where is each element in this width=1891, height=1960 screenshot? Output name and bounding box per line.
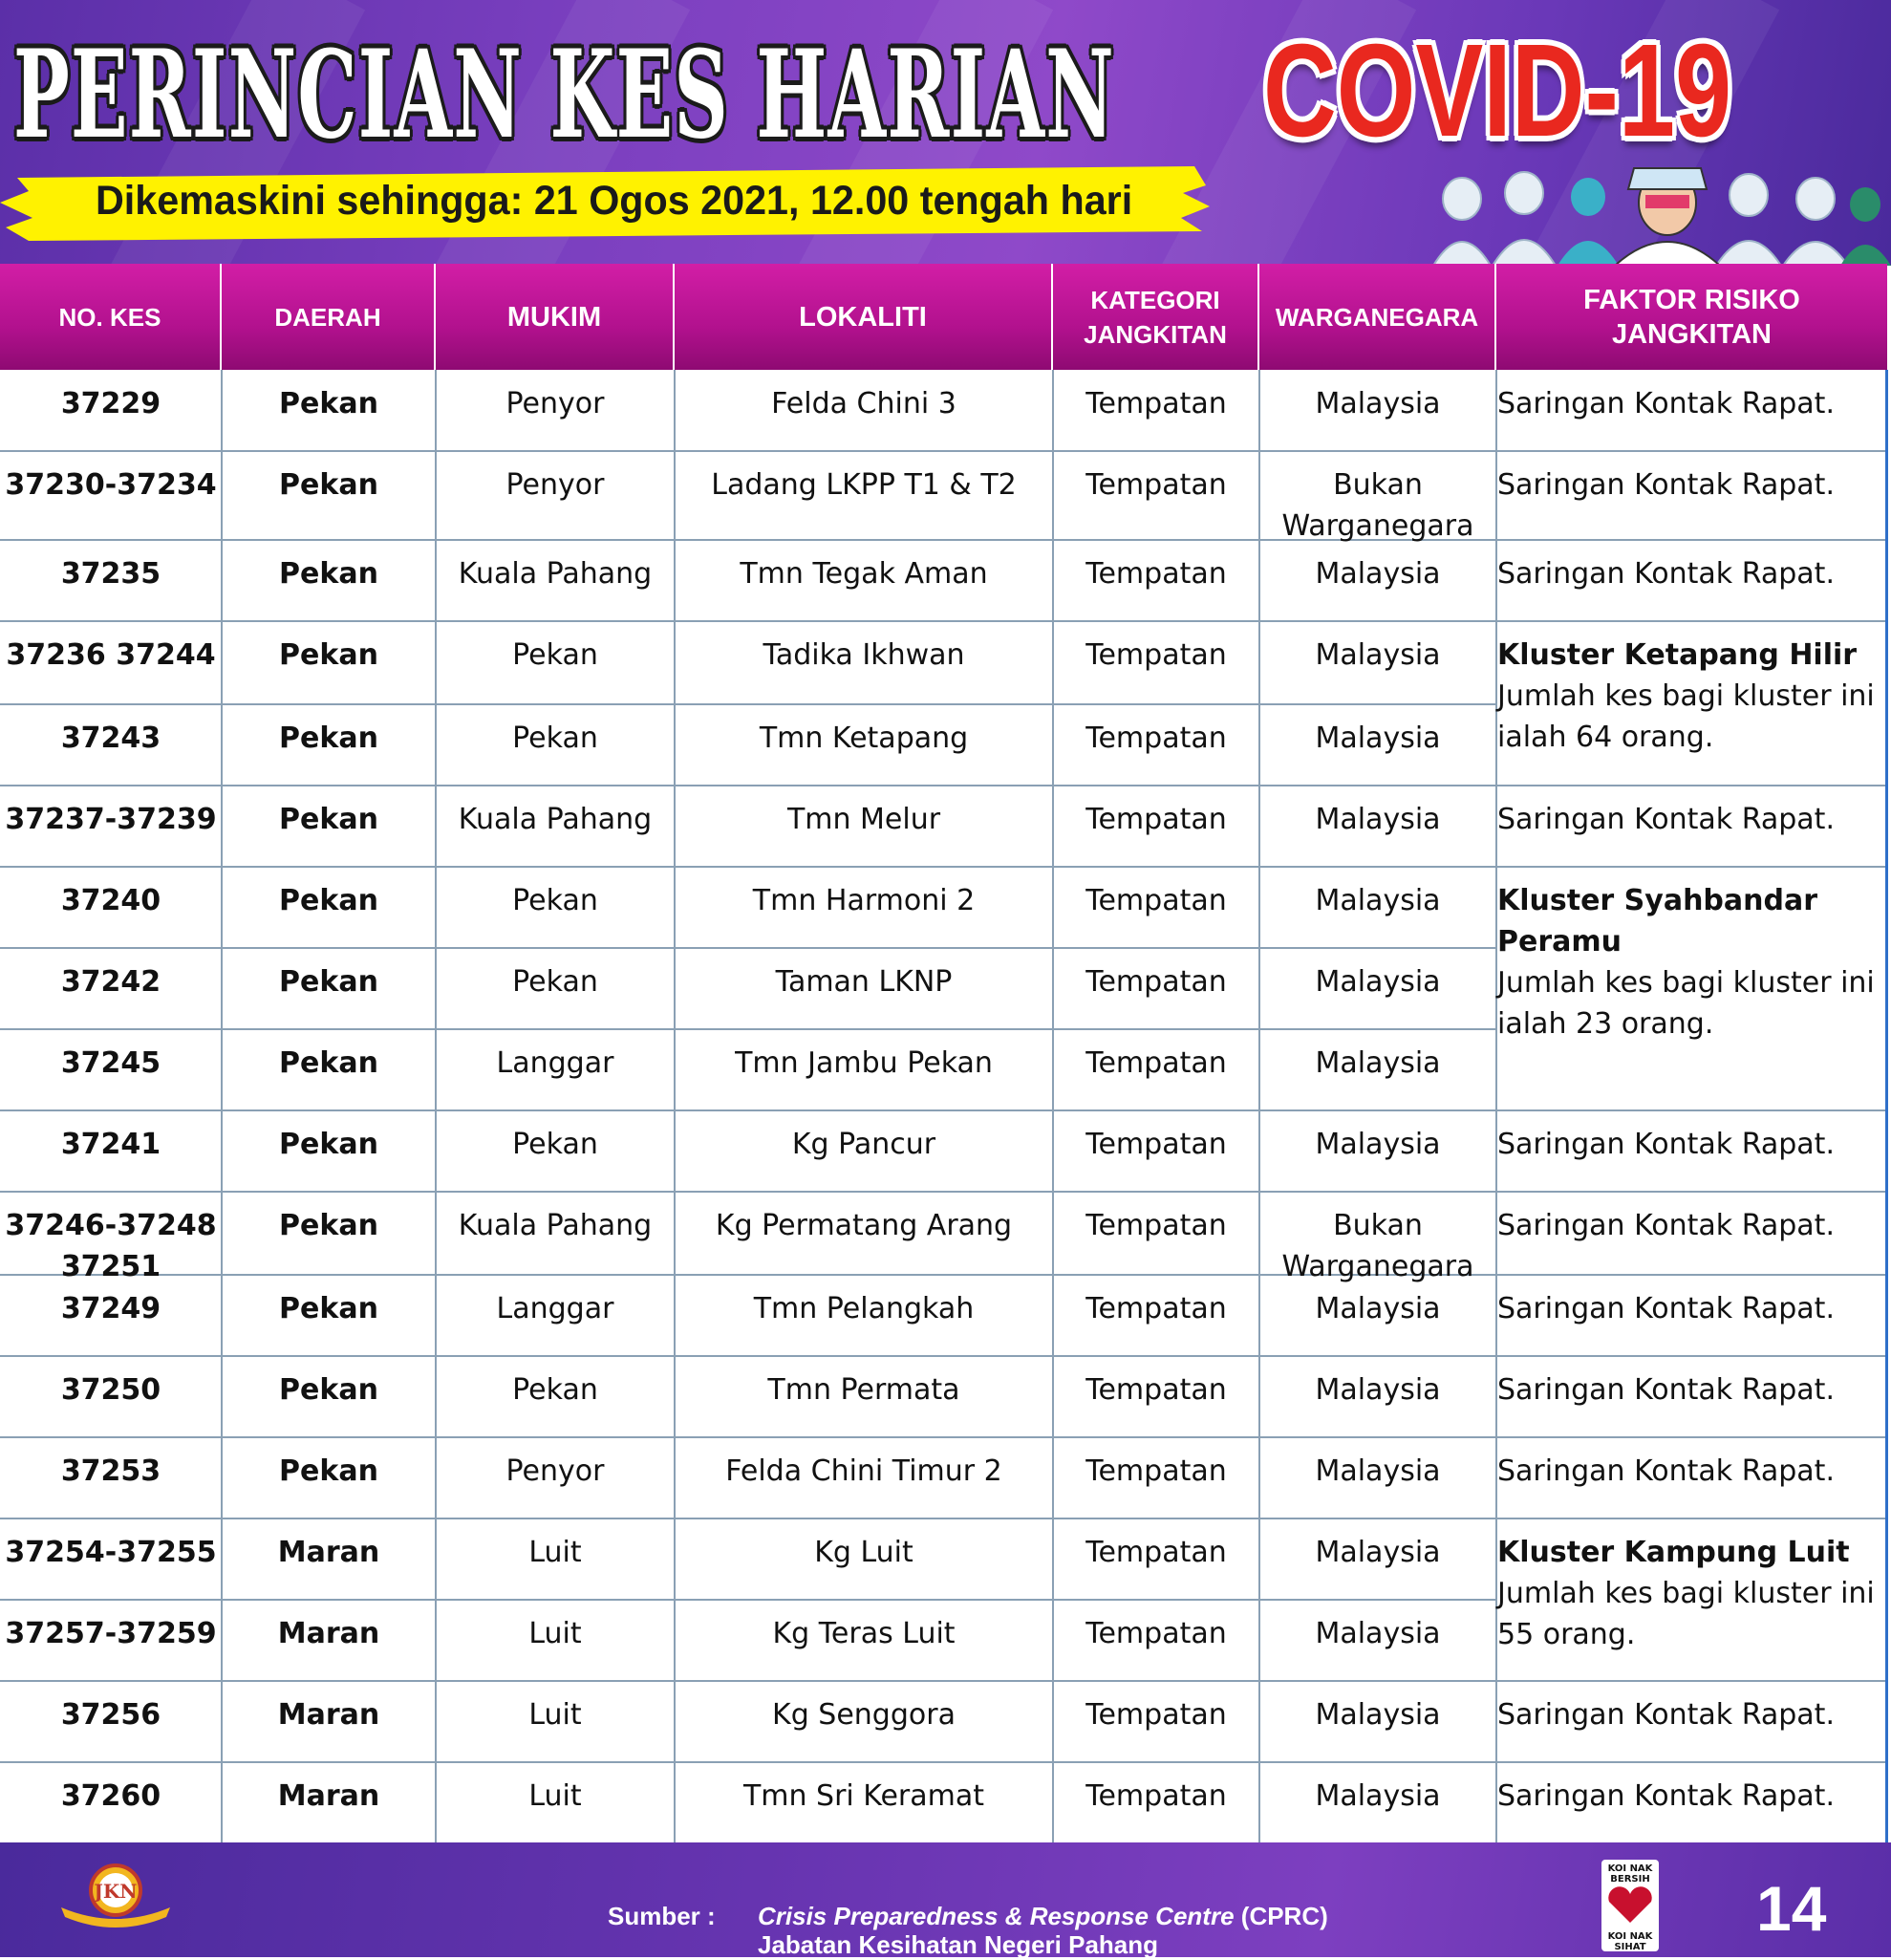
cell-kes: 37254-37255	[5, 1536, 217, 1569]
jkn-logo	[54, 1858, 178, 1934]
row-divider	[0, 703, 1496, 705]
cell-kes: 37257-37259	[5, 1617, 217, 1650]
row-divider	[0, 1274, 1887, 1276]
cell-kes: 37249	[60, 1292, 161, 1325]
cell-warganegara: Bukan Warganegara	[1281, 1209, 1474, 1283]
risk-text: Saringan Kontak Rapat.	[1497, 1454, 1835, 1488]
cell-mukim: Pekan	[512, 1128, 598, 1161]
cell-daerah: Pekan	[279, 638, 378, 672]
cell-kes: 37240	[60, 884, 161, 917]
cell-mukim: Penyor	[505, 387, 605, 420]
cell-lokaliti: Kg Teras Luit	[772, 1617, 956, 1650]
heart-icon	[1601, 1885, 1659, 1927]
cell-kes: 37256	[60, 1698, 161, 1732]
cell-kategori: Tempatan	[1085, 1698, 1227, 1732]
row-divider	[0, 866, 1887, 868]
risk-note	[1497, 464, 1884, 506]
row-divider	[0, 1599, 1496, 1601]
cell-warganegara: Bukan Warganegara	[1281, 468, 1474, 543]
risk-note	[1497, 1776, 1884, 1817]
cell-daerah: Pekan	[279, 884, 378, 917]
row-divider	[0, 1028, 1496, 1030]
risk-text: Saringan Kontak Rapat.	[1497, 387, 1835, 420]
cell-kategori: Tempatan	[1085, 468, 1227, 502]
risk-text: Saringan Kontak Rapat.	[1497, 1209, 1835, 1242]
cell-kategori: Tempatan	[1085, 1373, 1227, 1407]
cell-kategori: Tempatan	[1085, 1454, 1227, 1488]
col-header-faktor-risiko: FAKTOR RISIKO JANGKITAN	[1583, 284, 1800, 350]
cell-kes: 37237-37239	[5, 803, 217, 836]
cell-kes: 37250	[60, 1373, 161, 1407]
cluster-name: Kluster Syahbandar Peramu	[1497, 884, 1818, 958]
cell-kes: 37243	[60, 722, 161, 755]
risk-text: Saringan Kontak Rapat.	[1497, 468, 1835, 502]
cell-warganegara: Malaysia	[1315, 1454, 1441, 1488]
cell-kategori: Tempatan	[1085, 722, 1227, 755]
cell-mukim: Luit	[528, 1698, 582, 1732]
cell-lokaliti: Tmn Pelangkah	[753, 1292, 975, 1325]
cell-kes: 37246-37248 37251	[5, 1209, 217, 1283]
cell-kategori: Tempatan	[1085, 1128, 1227, 1161]
cell-mukim: Kuala Pahang	[458, 1209, 653, 1242]
cell-mukim: Pekan	[512, 638, 598, 672]
cell-mukim: Luit	[528, 1536, 582, 1569]
source-department: Jabatan Kesihatan Negeri Pahang	[758, 1930, 1159, 1959]
cell-daerah: Pekan	[279, 803, 378, 836]
col-header-kategori: KATEGORI JANGKITAN	[1053, 264, 1259, 370]
cell-warganegara: Malaysia	[1315, 557, 1441, 591]
cell-lokaliti: Kg Luit	[814, 1536, 913, 1569]
cell-daerah: Pekan	[279, 1454, 378, 1488]
row-divider	[0, 1355, 1887, 1357]
risk-note	[1497, 553, 1884, 594]
cell-mukim: Luit	[528, 1617, 582, 1650]
cell-lokaliti: Tmn Permata	[767, 1373, 960, 1407]
cell-mukim: Pekan	[512, 1373, 598, 1407]
cell-kategori: Tempatan	[1085, 1779, 1227, 1813]
updated-date: Dikemaskini sehingga: 21 Ogos 2021, 12.00 tengah hari	[96, 178, 1133, 224]
risk-text: Saringan Kontak Rapat.	[1497, 1779, 1835, 1813]
cell-kategori: Tempatan	[1085, 1617, 1227, 1650]
risk-note	[1497, 1124, 1884, 1165]
row-divider	[0, 620, 1887, 622]
healthcare-workers-illustration	[1424, 161, 1891, 266]
row-divider	[0, 947, 1496, 949]
row-divider	[0, 1191, 1887, 1193]
risk-note	[1497, 1288, 1884, 1329]
cluster-note	[1497, 880, 1884, 1045]
risk-note	[1497, 1205, 1884, 1246]
cell-warganegara: Malaysia	[1315, 1698, 1441, 1732]
cell-warganegara: Malaysia	[1315, 1617, 1441, 1650]
cell-daerah: Maran	[277, 1536, 380, 1569]
source-organisation	[758, 1902, 1328, 1931]
cell-daerah: Pekan	[279, 722, 378, 755]
cell-lokaliti: Kg Pancur	[791, 1128, 936, 1161]
cell-daerah: Pekan	[279, 1292, 378, 1325]
cell-kes: 37242	[60, 965, 161, 999]
cell-kategori: Tempatan	[1085, 1292, 1227, 1325]
risk-text: Saringan Kontak Rapat.	[1497, 1698, 1835, 1732]
cell-mukim: Pekan	[512, 884, 598, 917]
cell-lokaliti: Taman LKNP	[775, 965, 953, 999]
case-table	[0, 264, 1887, 1842]
cell-warganegara: Malaysia	[1315, 884, 1441, 917]
risk-text: Jumlah kes bagi kluster ini ialah 64 orang.	[1497, 679, 1875, 754]
cluster-name: Kluster Ketapang Hilir	[1497, 638, 1858, 672]
cluster-name: Kluster Kampung Luit	[1497, 1536, 1850, 1569]
row-divider	[0, 450, 1887, 452]
cell-warganegara: Malaysia	[1315, 1779, 1441, 1813]
page-number: 14	[1756, 1873, 1827, 1944]
cell-mukim: Kuala Pahang	[458, 803, 653, 836]
cell-warganegara: Malaysia	[1315, 1128, 1441, 1161]
col-header-daerah: DAERAH	[222, 264, 436, 370]
cell-lokaliti: Felda Chini 3	[771, 387, 956, 420]
cell-kes: 37245	[60, 1046, 161, 1080]
cell-daerah: Pekan	[279, 468, 378, 502]
table-header	[0, 264, 1887, 370]
risk-text: Saringan Kontak Rapat.	[1497, 1292, 1835, 1325]
row-divider	[0, 785, 1887, 786]
cell-mukim: Luit	[528, 1779, 582, 1813]
cell-daerah: Pekan	[279, 387, 378, 420]
risk-text: Saringan Kontak Rapat.	[1497, 1128, 1835, 1161]
cell-warganegara: Malaysia	[1315, 1536, 1441, 1569]
row-divider	[0, 1436, 1887, 1438]
col-header-warganegara: WARGANEGARA	[1259, 264, 1496, 370]
cell-kategori: Tempatan	[1085, 884, 1227, 917]
cell-daerah: Maran	[277, 1698, 380, 1732]
cell-lokaliti: Tmn Harmoni 2	[752, 884, 976, 917]
cell-lokaliti: Tmn Ketapang	[759, 722, 969, 755]
source-org-name: Crisis Preparedness & Response Centre	[758, 1902, 1235, 1930]
risk-note	[1497, 383, 1884, 424]
risk-text: Saringan Kontak Rapat.	[1497, 1373, 1835, 1407]
col-header-lokaliti: LOKALITI	[675, 264, 1053, 370]
cell-kategori: Tempatan	[1085, 1536, 1227, 1569]
cell-mukim: Penyor	[505, 468, 605, 502]
cell-mukim: Penyor	[505, 1454, 605, 1488]
cell-daerah: Pekan	[279, 1209, 378, 1242]
cell-kategori: Tempatan	[1085, 638, 1227, 672]
cell-daerah: Pekan	[279, 1128, 378, 1161]
cell-kategori: Tempatan	[1085, 557, 1227, 591]
cell-kategori: Tempatan	[1085, 1046, 1227, 1080]
row-divider	[0, 1518, 1887, 1519]
cell-lokaliti: Tadika Ikhwan	[763, 638, 965, 672]
cell-kategori: Tempatan	[1085, 965, 1227, 999]
col-header-mukim: MUKIM	[436, 264, 675, 370]
cell-daerah: Pekan	[279, 1373, 378, 1407]
row-divider	[0, 1761, 1887, 1763]
cluster-note	[1497, 1532, 1884, 1655]
cell-warganegara: Malaysia	[1315, 965, 1441, 999]
cell-lokaliti: Kg Permatang Arang	[715, 1209, 1013, 1242]
cell-mukim: Langgar	[496, 1292, 614, 1325]
risk-note	[1497, 1694, 1884, 1735]
cell-warganegara: Malaysia	[1315, 1373, 1441, 1407]
cell-warganegara: Malaysia	[1315, 1046, 1441, 1080]
source-label: Sumber :	[608, 1902, 716, 1930]
row-divider	[0, 1109, 1887, 1111]
risk-text: Jumlah kes bagi kluster ini 55 orang.	[1497, 1577, 1875, 1651]
row-divider	[0, 1680, 1887, 1682]
cell-lokaliti: Tmn Sri Keramat	[742, 1779, 985, 1813]
badge-top-text: KOI NAK BERSIH	[1607, 1863, 1653, 1885]
cell-kes: 37236 37244	[6, 638, 216, 672]
cell-kategori: Tempatan	[1085, 803, 1227, 836]
cell-mukim: Kuala Pahang	[458, 557, 653, 591]
cluster-note	[1497, 635, 1884, 758]
cell-lokaliti: Kg Senggora	[772, 1698, 956, 1732]
col-header-no-kes: NO. KES	[0, 264, 222, 370]
cell-daerah: Pekan	[279, 1046, 378, 1080]
cell-lokaliti: Tmn Tegak Aman	[740, 557, 988, 591]
source-org-abbr: (CPRC)	[1240, 1902, 1328, 1930]
cell-lokaliti: Tmn Melur	[786, 803, 941, 836]
cell-kategori: Tempatan	[1085, 1209, 1227, 1242]
covid-title: COVID-19	[1263, 17, 1732, 164]
cell-lokaliti: Felda Chini Timur 2	[725, 1454, 1002, 1488]
cell-daerah: Pekan	[279, 965, 378, 999]
table-right-edge	[1885, 370, 1888, 1842]
cell-kes: 37241	[60, 1128, 161, 1161]
cell-warganegara: Malaysia	[1315, 803, 1441, 836]
cell-warganegara: Malaysia	[1315, 722, 1441, 755]
cell-mukim: Pekan	[512, 965, 598, 999]
cell-mukim: Langgar	[496, 1046, 614, 1080]
risk-note	[1497, 1451, 1884, 1492]
koi-nak-sihat-badge	[1601, 1860, 1659, 1951]
cell-kategori: Tempatan	[1085, 387, 1227, 420]
risk-text: Saringan Kontak Rapat.	[1497, 803, 1835, 836]
cell-mukim: Pekan	[512, 722, 598, 755]
cell-kes: 37230-37234	[5, 468, 217, 502]
cell-lokaliti: Ladang LKPP T1 & T2	[711, 468, 1017, 502]
cell-warganegara: Malaysia	[1315, 638, 1441, 672]
cell-warganegara: Malaysia	[1315, 1292, 1441, 1325]
cell-daerah: Pekan	[279, 557, 378, 591]
row-divider	[0, 539, 1887, 541]
cell-kes: 37235	[60, 557, 161, 591]
cell-daerah: Maran	[277, 1617, 380, 1650]
cell-daerah: Maran	[277, 1779, 380, 1813]
risk-note	[1497, 1369, 1884, 1411]
cell-kes: 37229	[60, 387, 161, 420]
cell-warganegara: Malaysia	[1315, 387, 1441, 420]
risk-text: Saringan Kontak Rapat.	[1497, 557, 1835, 591]
jkn-logo-text: JKN	[94, 1880, 138, 1903]
page-title: PERINCIAN KES HARIAN	[13, 24, 1115, 165]
badge-bottom-text: KOI NAK SIHAT	[1607, 1931, 1653, 1952]
risk-text: Jumlah kes bagi kluster ini ialah 23 orang.	[1497, 966, 1875, 1041]
cell-kes: 37253	[60, 1454, 161, 1488]
cell-kes: 37260	[60, 1779, 161, 1813]
cell-lokaliti: Tmn Jambu Pekan	[735, 1046, 993, 1080]
risk-note	[1497, 799, 1884, 840]
